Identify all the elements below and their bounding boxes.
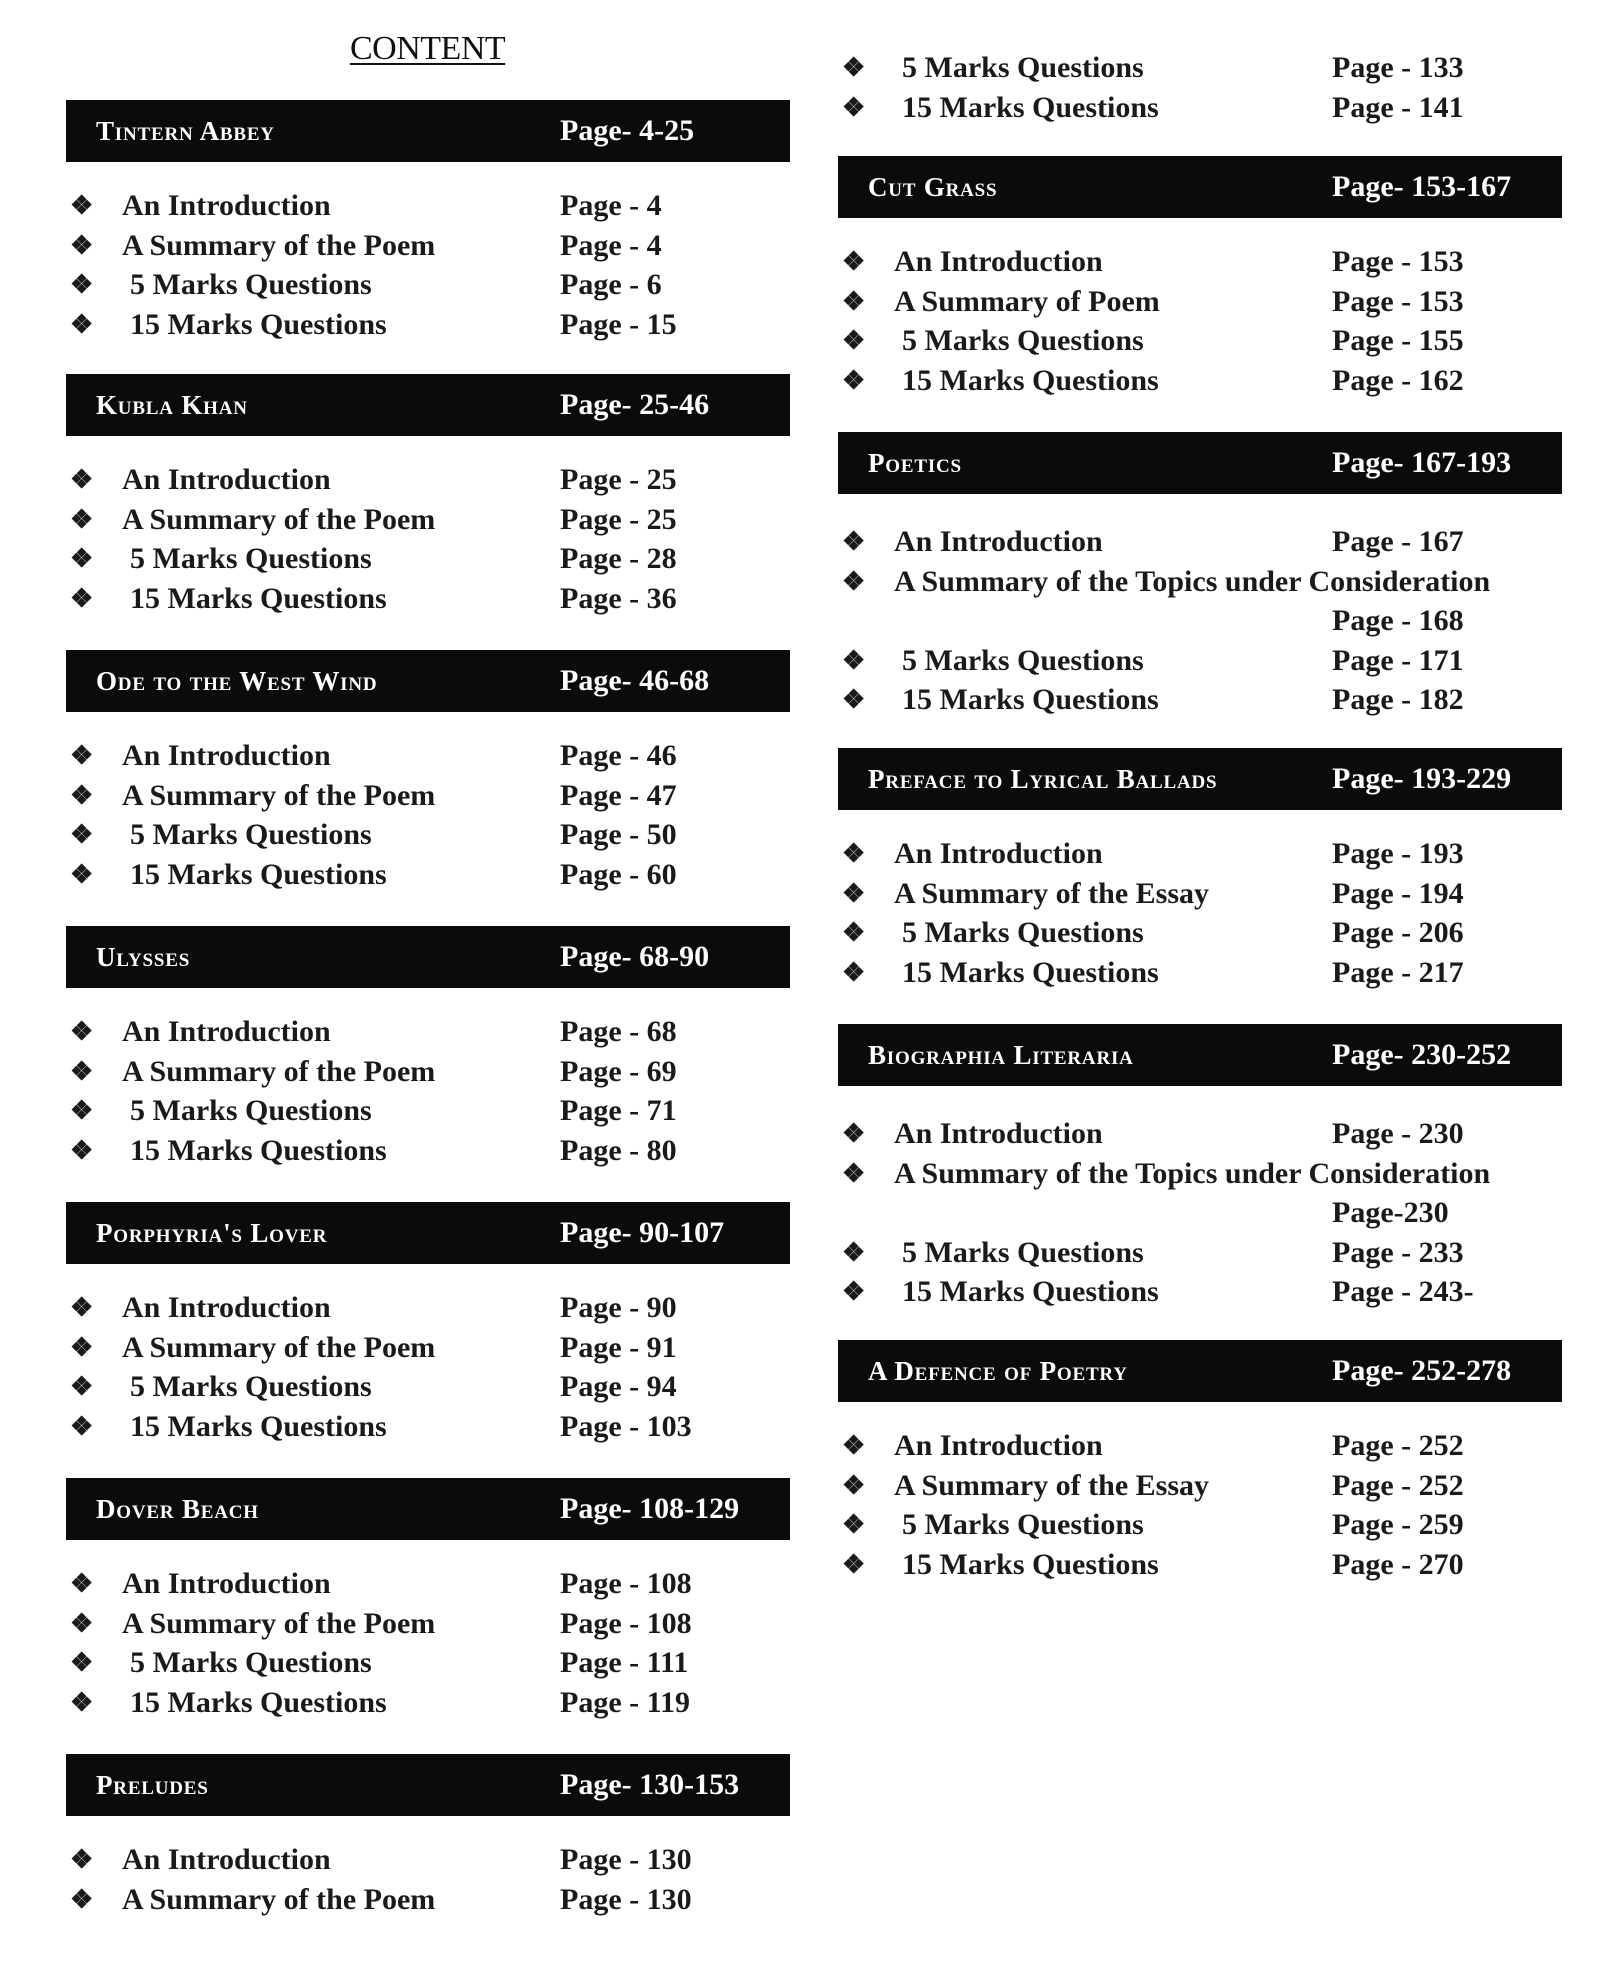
diamond-bullet-icon: ❖ <box>842 92 866 122</box>
diamond-bullet-icon: ❖ <box>70 544 94 573</box>
entry-label: A Summary of the Topics under Consideration <box>894 564 1491 598</box>
entry-page: Page - 36 <box>560 581 677 615</box>
diamond-bullet-icon: ❖ <box>70 1332 94 1362</box>
diamond-bullet-icon: ❖ <box>70 1017 94 1046</box>
diamond-bullet-icon: ❖ <box>70 859 94 889</box>
section-title: Dover Beach <box>96 1493 259 1524</box>
entry-page: Page - 25 <box>560 463 677 496</box>
section-header <box>838 156 1562 218</box>
list-item <box>66 736 790 776</box>
list-item <box>838 953 1562 993</box>
entry-page: Page - 15 <box>560 307 677 341</box>
entry-list <box>66 1288 790 1446</box>
entry-label: 15 Marks Questions <box>902 1547 1159 1581</box>
diamond-bullet-icon: ❖ <box>842 286 866 316</box>
diamond-bullet-icon: ❖ <box>842 326 866 355</box>
entry-label: An Introduction <box>122 739 331 772</box>
entry-label: An Introduction <box>894 525 1103 558</box>
list-item <box>838 641 1562 681</box>
entry-page: Page - 28 <box>560 542 677 575</box>
list-item <box>66 1564 790 1604</box>
entry-label: An Introduction <box>122 1843 331 1876</box>
section-porphyrias-lover <box>66 1202 790 1446</box>
entry-page: Page - 167 <box>1332 525 1464 558</box>
list-item <box>66 579 790 619</box>
diamond-bullet-icon: ❖ <box>842 247 866 276</box>
diamond-bullet-icon: ❖ <box>70 820 94 849</box>
section-title: Ulysses <box>96 941 191 972</box>
diamond-bullet-icon: ❖ <box>842 1510 866 1539</box>
section-title: Tintern Abbey <box>96 115 275 146</box>
entry-label: 5 Marks Questions <box>902 324 1144 357</box>
section-biographia-literaria <box>838 1024 1562 1312</box>
diamond-bullet-icon: ❖ <box>842 1277 866 1306</box>
diamond-bullet-icon: ❖ <box>70 230 94 260</box>
entry-label: A Summary of the Poem <box>122 1882 436 1916</box>
section-title: Kubla Khan <box>96 389 248 420</box>
entry-page: Page - 182 <box>1332 683 1464 716</box>
entry-label: 5 Marks Questions <box>902 1508 1144 1541</box>
list-item <box>66 1840 790 1880</box>
entry-page: Page - 206 <box>1332 916 1464 949</box>
entry-label: A Summary of the Poem <box>122 502 436 536</box>
entry-page: Page - 259 <box>1332 1508 1464 1541</box>
entry-page: Page - 141 <box>1332 90 1464 124</box>
entry-label: An Introduction <box>894 837 1103 870</box>
entry-list <box>66 186 790 344</box>
list-item <box>66 1328 790 1368</box>
entry-label: 5 Marks Questions <box>902 1235 1144 1269</box>
entry-label: An Introduction <box>122 463 331 496</box>
diamond-bullet-icon: ❖ <box>70 583 94 613</box>
list-item <box>66 1288 790 1328</box>
section-cut-grass <box>838 156 1562 400</box>
list-item <box>838 361 1562 401</box>
entry-page: Page - 168 <box>1332 604 1464 637</box>
entry-page: Page - 162 <box>1332 363 1464 397</box>
entry-page: Page - 133 <box>1332 51 1464 84</box>
list-item <box>66 776 790 816</box>
entry-label: 5 Marks Questions <box>130 1370 372 1403</box>
diamond-bullet-icon: ❖ <box>842 878 866 908</box>
diamond-bullet-icon: ❖ <box>70 270 94 299</box>
list-item <box>66 265 790 305</box>
section-page-range: Page- 167-193 <box>1332 446 1512 479</box>
list-item <box>838 282 1562 322</box>
section-tintern-abbey <box>66 100 790 344</box>
entry-list <box>838 242 1562 400</box>
section-header <box>66 1202 790 1264</box>
section-page-range: Page- 193-229 <box>1332 762 1512 795</box>
entry-label: An Introduction <box>894 1429 1103 1462</box>
section-ulysses <box>66 926 790 1170</box>
entry-label: 5 Marks Questions <box>902 51 1144 84</box>
entry-label: A Summary of the Poem <box>122 1054 436 1088</box>
entry-label: A Summary of the Essay <box>894 876 1210 910</box>
entry-page: Page - 230 <box>1332 1117 1464 1150</box>
entry-page: Page - 155 <box>1332 324 1464 357</box>
diamond-bullet-icon: ❖ <box>70 741 94 770</box>
entry-page: Page - 193 <box>1332 837 1464 870</box>
diamond-bullet-icon: ❖ <box>842 1431 866 1460</box>
section-header <box>66 100 790 162</box>
entry-page: Page - 90 <box>560 1291 677 1324</box>
list-item <box>838 48 1562 88</box>
entry-page: Page - 153 <box>1332 284 1464 318</box>
list-item <box>66 226 790 266</box>
diamond-bullet-icon: ❖ <box>70 309 94 339</box>
section-dover-beach <box>66 1478 790 1722</box>
diamond-bullet-icon: ❖ <box>842 839 866 868</box>
list-item <box>838 1233 1562 1273</box>
entry-page: Page - 130 <box>560 1843 692 1876</box>
entry-list <box>66 1564 790 1722</box>
section-header <box>66 926 790 988</box>
diamond-bullet-icon: ❖ <box>842 1549 866 1579</box>
entry-page: Page - 68 <box>560 1015 677 1048</box>
diamond-bullet-icon: ❖ <box>70 1687 94 1717</box>
entry-label: A Summary of the Poem <box>122 1606 436 1640</box>
entry-label: 5 Marks Questions <box>130 1094 372 1127</box>
list-item <box>66 1407 790 1447</box>
list-item <box>838 1272 1562 1312</box>
list-item <box>66 186 790 226</box>
section-header <box>838 432 1562 494</box>
list-item <box>66 1012 790 1052</box>
entry-page: Page - 60 <box>560 857 677 891</box>
entry-label: 15 Marks Questions <box>130 1409 387 1443</box>
diamond-bullet-icon: ❖ <box>70 1096 94 1125</box>
diamond-bullet-icon: ❖ <box>70 504 94 534</box>
list-item <box>838 242 1562 282</box>
list-item <box>66 1091 790 1131</box>
diamond-bullet-icon: ❖ <box>842 1470 866 1500</box>
list-item <box>66 460 790 500</box>
list-item <box>66 1052 790 1092</box>
entry-page: Page - 6 <box>560 268 662 301</box>
entry-page: Page - 50 <box>560 818 677 851</box>
entry-label: 5 Marks Questions <box>130 818 372 851</box>
diamond-bullet-icon: ❖ <box>842 566 866 596</box>
entry-label: 5 Marks Questions <box>902 916 1144 949</box>
list-item <box>838 874 1562 914</box>
list-item <box>66 855 790 895</box>
diamond-bullet-icon: ❖ <box>70 1608 94 1638</box>
section-poetics <box>838 432 1562 720</box>
list-item <box>66 305 790 345</box>
section-header <box>66 1754 790 1816</box>
entry-list <box>66 736 790 894</box>
section-page-range: Page- 25-46 <box>560 388 710 421</box>
entry-page: Page - 46 <box>560 739 677 772</box>
section-page-range: Page- 153-167 <box>1332 170 1512 203</box>
entry-label: 15 Marks Questions <box>130 307 387 341</box>
diamond-bullet-icon: ❖ <box>842 1119 866 1148</box>
section-header <box>838 1340 1562 1402</box>
list-item <box>838 1505 1562 1545</box>
entry-label: 15 Marks Questions <box>902 1275 1159 1308</box>
entry-page: Page - 252 <box>1332 1468 1464 1502</box>
entry-page: Page - 103 <box>560 1409 692 1443</box>
section-page-range: Page- 130-153 <box>560 1768 740 1801</box>
section-title: Preface to Lyrical Ballads <box>868 763 1218 794</box>
entry-label: A Summary of the Poem <box>122 228 436 262</box>
section-defence-of-poetry <box>838 1340 1562 1584</box>
entry-list <box>66 460 790 618</box>
diamond-bullet-icon: ❖ <box>842 645 866 675</box>
entry-page: Page - 153 <box>1332 245 1464 278</box>
diamond-bullet-icon: ❖ <box>842 1237 866 1267</box>
entry-page: Page - 270 <box>1332 1547 1464 1581</box>
entry-label: 15 Marks Questions <box>902 90 1159 124</box>
section-page-range: Page- 4-25 <box>560 114 695 147</box>
section-title: Cut Grass <box>868 171 998 202</box>
diamond-bullet-icon: ❖ <box>70 1372 94 1401</box>
diamond-bullet-icon: ❖ <box>70 1056 94 1086</box>
entry-label: 15 Marks Questions <box>902 955 1159 989</box>
section-title: Porphyria's Lover <box>96 1217 328 1248</box>
entry-page: Page - 71 <box>560 1094 677 1127</box>
list-item <box>838 1154 1562 1233</box>
diamond-bullet-icon: ❖ <box>842 1158 866 1188</box>
entry-page: Page - 47 <box>560 778 677 812</box>
entry-list <box>838 522 1562 720</box>
section-preludes <box>66 1754 790 1919</box>
list-item <box>838 321 1562 361</box>
section-preface-lyrical-ballads <box>838 748 1562 992</box>
entry-label: 15 Marks Questions <box>130 1133 387 1167</box>
entry-label: 5 Marks Questions <box>130 542 372 575</box>
entry-label: 5 Marks Questions <box>130 268 372 301</box>
diamond-bullet-icon: ❖ <box>70 465 94 494</box>
entry-page: Page - 233 <box>1332 1235 1464 1269</box>
entry-label: 15 Marks Questions <box>902 363 1159 397</box>
entry-page: Page - 217 <box>1332 955 1464 989</box>
list-item <box>838 1466 1562 1506</box>
section-kubla-khan <box>66 374 790 618</box>
entry-label: An Introduction <box>122 1015 331 1048</box>
entry-page: Page - 194 <box>1332 876 1464 910</box>
diamond-bullet-icon: ❖ <box>70 1569 94 1598</box>
section-header <box>838 1024 1562 1086</box>
section-header <box>66 650 790 712</box>
entry-label: An Introduction <box>122 189 331 222</box>
entry-page: Page-230 <box>1332 1196 1449 1229</box>
diamond-bullet-icon: ❖ <box>70 1293 94 1322</box>
entry-label: A Summary of the Topics under Consideration <box>894 1156 1491 1190</box>
entry-page: Page - 111 <box>560 1646 689 1679</box>
entry-page: Page - 171 <box>1332 643 1464 677</box>
diamond-bullet-icon: ❖ <box>70 780 94 810</box>
diamond-bullet-icon: ❖ <box>842 918 866 947</box>
entry-page: Page - 25 <box>560 502 677 536</box>
diamond-bullet-icon: ❖ <box>842 957 866 987</box>
list-item <box>66 1131 790 1171</box>
entry-label: 15 Marks Questions <box>130 1685 387 1719</box>
section-title: Biographia Literaria <box>868 1039 1134 1070</box>
section-header <box>66 1478 790 1540</box>
section-page-range: Page- 252-278 <box>1332 1354 1512 1387</box>
diamond-bullet-icon: ❖ <box>70 1884 94 1914</box>
section-header <box>66 374 790 436</box>
entry-label: 15 Marks Questions <box>130 857 387 891</box>
section-header <box>838 748 1562 810</box>
entry-label: 15 Marks Questions <box>130 581 387 615</box>
entry-label: 5 Marks Questions <box>130 1646 372 1679</box>
entry-label: A Summary of the Poem <box>122 778 436 812</box>
list-item <box>838 88 1562 128</box>
list-item <box>838 680 1562 720</box>
list-item <box>838 913 1562 953</box>
list-item <box>66 1643 790 1683</box>
section-title: A Defence of Poetry <box>868 1355 1128 1386</box>
section-page-range: Page- 108-129 <box>560 1492 740 1525</box>
list-item <box>66 1880 790 1920</box>
section-page-range: Page- 68-90 <box>560 940 710 973</box>
entry-label: An Introduction <box>122 1291 331 1324</box>
entry-page: Page - 94 <box>560 1370 677 1403</box>
entry-page: Page - 130 <box>560 1882 692 1916</box>
section-title: Preludes <box>96 1769 209 1800</box>
diamond-bullet-icon: ❖ <box>842 53 866 82</box>
entry-page: Page - 80 <box>560 1133 677 1167</box>
entry-list <box>838 1426 1562 1584</box>
entry-list <box>66 1012 790 1170</box>
entry-list <box>838 1114 1562 1312</box>
entry-label: A Summary of Poem <box>894 284 1160 318</box>
entry-label: An Introduction <box>894 1117 1103 1150</box>
list-item <box>66 1367 790 1407</box>
diamond-bullet-icon: ❖ <box>70 191 94 220</box>
list-item <box>66 500 790 540</box>
entry-label: 15 Marks Questions <box>902 683 1159 716</box>
section-page-range: Page- 230-252 <box>1332 1038 1512 1071</box>
list-item <box>838 522 1562 562</box>
diamond-bullet-icon: ❖ <box>70 1845 94 1874</box>
diamond-bullet-icon: ❖ <box>70 1411 94 1441</box>
entry-list <box>838 834 1562 992</box>
list-item <box>66 539 790 579</box>
diamond-bullet-icon: ❖ <box>842 527 866 556</box>
diamond-bullet-icon: ❖ <box>70 1135 94 1165</box>
diamond-bullet-icon: ❖ <box>70 1648 94 1677</box>
diamond-bullet-icon: ❖ <box>842 365 866 395</box>
entry-list-continued <box>838 48 1562 127</box>
entry-page: Page - 243- <box>1332 1275 1474 1308</box>
section-title: Poetics <box>868 447 962 478</box>
section-page-range: Page- 46-68 <box>560 664 710 697</box>
entry-label: A Summary of the Poem <box>122 1330 436 1364</box>
entry-label: 5 Marks Questions <box>902 643 1144 677</box>
section-page-range: Page- 90-107 <box>560 1216 725 1249</box>
list-item <box>66 815 790 855</box>
section-ode-west-wind <box>66 650 790 894</box>
list-item <box>66 1683 790 1723</box>
entry-label: An Introduction <box>894 245 1103 278</box>
list-item <box>838 834 1562 874</box>
diamond-bullet-icon: ❖ <box>842 685 866 714</box>
list-item <box>838 562 1562 641</box>
entry-page: Page - 4 <box>560 189 662 222</box>
entry-page: Page - 119 <box>560 1685 690 1719</box>
entry-page: Page - 252 <box>1332 1429 1464 1462</box>
page-title: CONTENT <box>350 30 506 67</box>
entry-list <box>66 1840 790 1919</box>
list-item <box>838 1426 1562 1466</box>
entry-label: An Introduction <box>122 1567 331 1600</box>
list-item <box>838 1545 1562 1585</box>
section-title: Ode to the West Wind <box>96 665 378 696</box>
list-item <box>838 1114 1562 1154</box>
entry-page: Page - 91 <box>560 1330 677 1364</box>
entry-label: A Summary of the Essay <box>894 1468 1210 1502</box>
entry-page: Page - 69 <box>560 1054 677 1088</box>
list-item <box>66 1604 790 1644</box>
entry-page: Page - 108 <box>560 1606 692 1640</box>
entry-page: Page - 4 <box>560 228 662 262</box>
entry-page: Page - 108 <box>560 1567 692 1600</box>
